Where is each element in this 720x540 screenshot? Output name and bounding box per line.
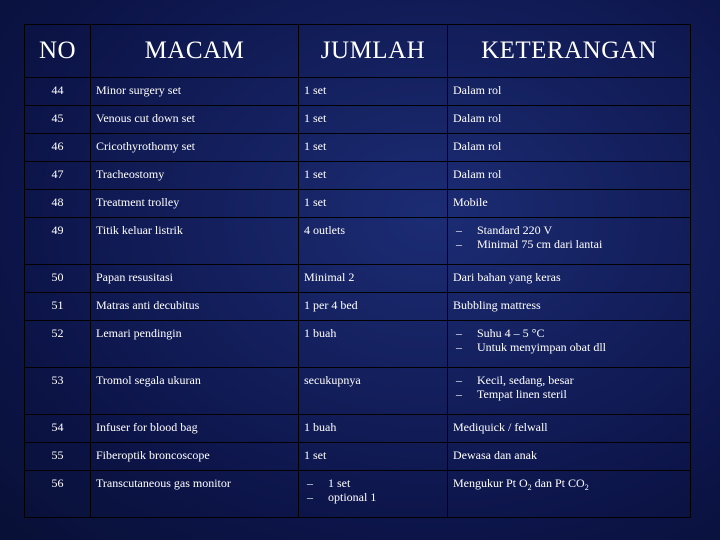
keterangan-list — [453, 373, 690, 401]
cell-jumlah: 1 set — [299, 134, 448, 162]
subscript: 2 — [584, 483, 589, 492]
table-row — [25, 293, 691, 321]
table-row — [25, 443, 691, 471]
cell-keterangan: Dalam rol — [448, 134, 691, 162]
cell-jumlah: 1 buah — [299, 415, 448, 443]
list-item: – Kecil, sedang, besar — [453, 373, 690, 387]
cell-no: 53 — [25, 368, 91, 415]
cell-jumlah: secukupnya — [299, 368, 448, 415]
table-row — [25, 415, 691, 443]
header-no: NO — [25, 25, 91, 78]
cell-jumlah: 1 set — [299, 162, 448, 190]
cell-keterangan: Mediquick / felwall — [448, 415, 691, 443]
cell-no: 52 — [25, 321, 91, 368]
cell-macam: Tromol segala ukuran — [91, 368, 299, 415]
cell-keterangan: Dalam rol — [448, 106, 691, 134]
cell-jumlah: 1 set — [299, 78, 448, 106]
cell-keterangan: Dewasa dan anak — [448, 443, 691, 471]
keterangan-list — [453, 326, 690, 354]
cell-jumlah: Minimal 2 — [299, 265, 448, 293]
cell-no: 46 — [25, 134, 91, 162]
cell-no: 56 — [25, 471, 91, 518]
cell-keterangan — [448, 321, 691, 368]
cell-no: 44 — [25, 78, 91, 106]
cell-macam: Venous cut down set — [91, 106, 299, 134]
table-row — [25, 368, 691, 415]
cell-no: 54 — [25, 415, 91, 443]
cell-keterangan: Dari bahan yang keras — [448, 265, 691, 293]
cell-macam: Infuser for blood bag — [91, 415, 299, 443]
cell-keterangan: Mobile — [448, 190, 691, 218]
cell-jumlah: 1 set — [299, 190, 448, 218]
list-item: – optional 1 — [304, 490, 447, 504]
cell-macam: Titik keluar listrik — [91, 218, 299, 265]
table-row — [25, 190, 691, 218]
cell-jumlah: 1 set — [299, 106, 448, 134]
cell-macam: Matras anti decubitus — [91, 293, 299, 321]
cell-macam: Cricothyrothomy set — [91, 134, 299, 162]
cell-jumlah: 4 outlets — [299, 218, 448, 265]
cell-keterangan: Bubbling mattress — [448, 293, 691, 321]
cell-keterangan: Dalam rol — [448, 162, 691, 190]
cell-no: 55 — [25, 443, 91, 471]
cell-keterangan — [448, 368, 691, 415]
header-jumlah: JUMLAH — [299, 25, 448, 78]
list-item: – Suhu 4 – 5 °C — [453, 326, 690, 340]
cell-no: 50 — [25, 265, 91, 293]
table-row — [25, 321, 691, 368]
table-row — [25, 265, 691, 293]
cell-jumlah: 1 per 4 bed — [299, 293, 448, 321]
cell-macam: Fiberoptik broncoscope — [91, 443, 299, 471]
list-item: – 1 set — [304, 476, 447, 490]
header-keterangan: KETERANGAN — [448, 25, 691, 78]
table-row — [25, 218, 691, 265]
table-row — [25, 106, 691, 134]
cell-jumlah: 1 set — [299, 443, 448, 471]
list-item: – Untuk menyimpan obat dll — [453, 340, 690, 354]
equipment-table — [24, 24, 691, 518]
table-header-row — [25, 25, 691, 78]
list-item: – Standard 220 V — [453, 223, 690, 237]
cell-macam: Papan resusitasi — [91, 265, 299, 293]
cell-macam: Lemari pendingin — [91, 321, 299, 368]
cell-keterangan — [448, 218, 691, 265]
keterangan-list — [453, 223, 690, 251]
subscript: 2 — [527, 483, 532, 492]
jumlah-list — [304, 476, 447, 504]
cell-keterangan — [448, 471, 691, 518]
cell-no: 48 — [25, 190, 91, 218]
cell-no: 49 — [25, 218, 91, 265]
header-macam: MACAM — [91, 25, 299, 78]
table-row — [25, 134, 691, 162]
cell-macam: Tracheostomy — [91, 162, 299, 190]
list-item: – Minimal 75 cm dari lantai — [453, 237, 690, 251]
cell-jumlah: 1 buah — [299, 321, 448, 368]
table-row — [25, 78, 691, 106]
table-row — [25, 471, 691, 518]
keterangan-text: Mengukur Pt O — [453, 476, 528, 490]
cell-keterangan: Dalam rol — [448, 78, 691, 106]
cell-no: 47 — [25, 162, 91, 190]
cell-no: 45 — [25, 106, 91, 134]
cell-jumlah — [299, 471, 448, 518]
table-row — [25, 162, 691, 190]
cell-macam: Treatment trolley — [91, 190, 299, 218]
keterangan-text: dan Pt CO — [531, 476, 585, 490]
cell-no: 51 — [25, 293, 91, 321]
cell-macam: Minor surgery set — [91, 78, 299, 106]
list-item: – Tempat linen steril — [453, 387, 690, 401]
cell-macam: Transcutaneous gas monitor — [91, 471, 299, 518]
